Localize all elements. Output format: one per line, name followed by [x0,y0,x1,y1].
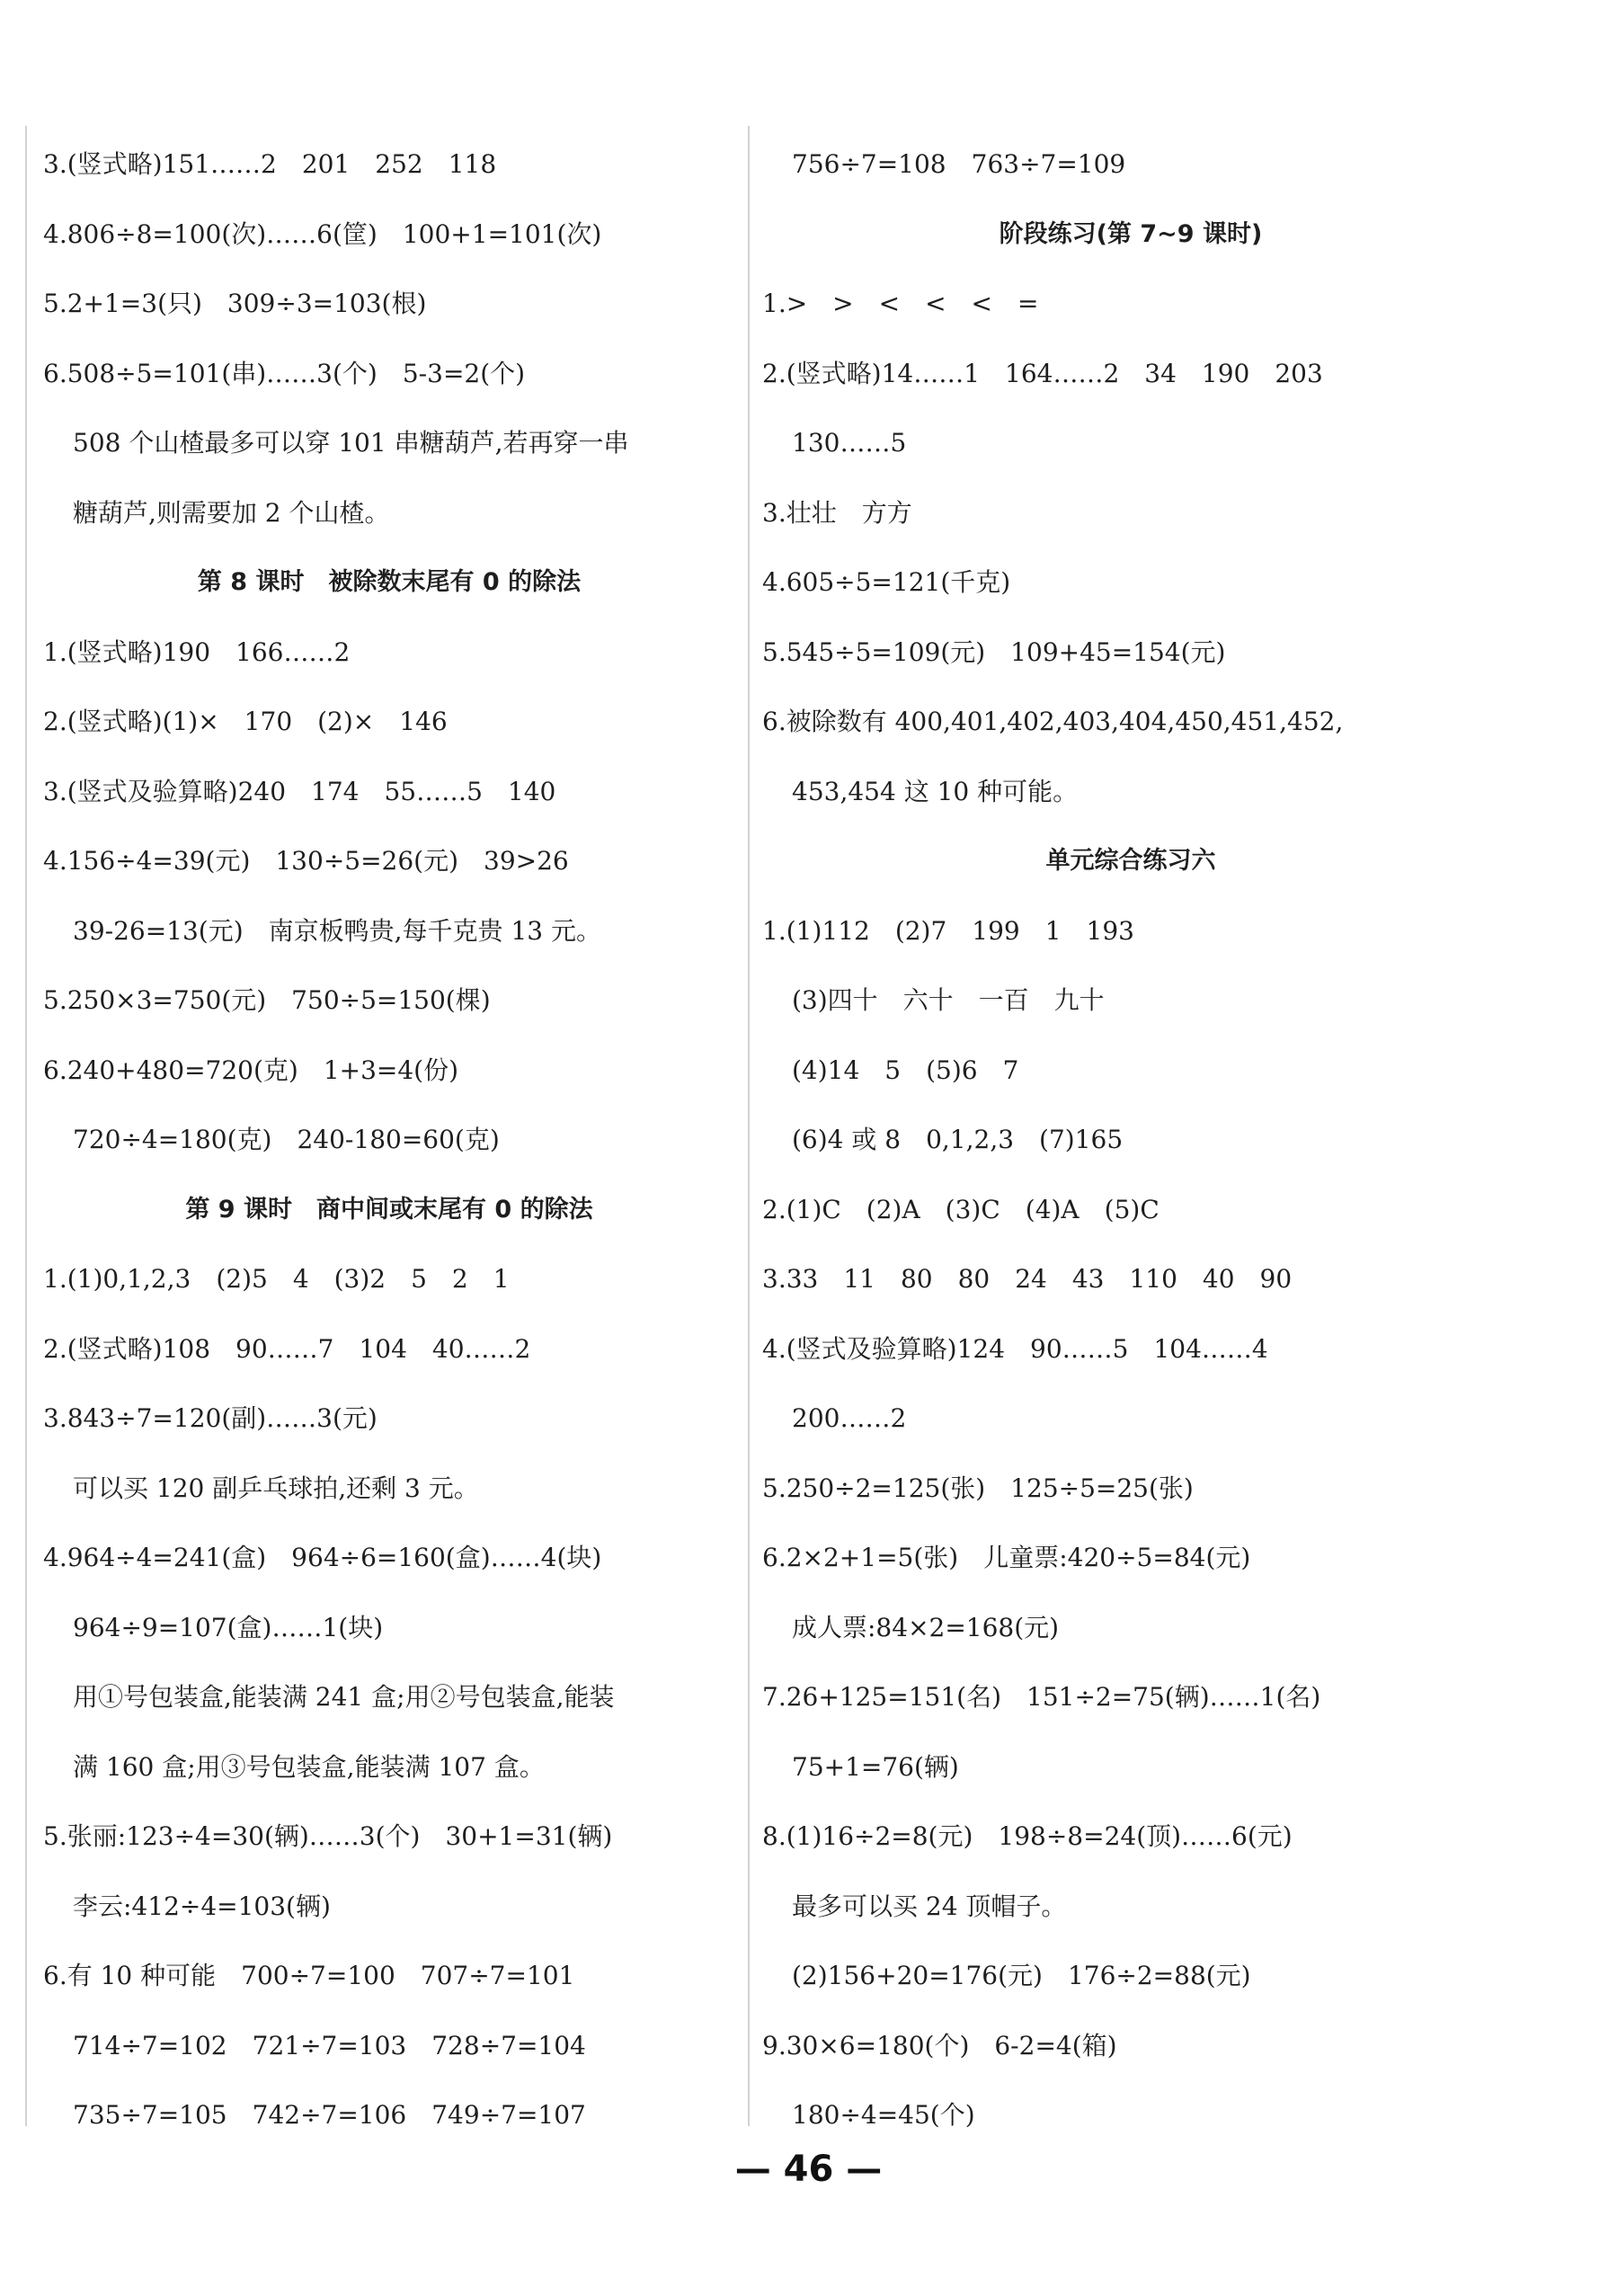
answer-item: 8.(1)16÷2=8(元) 198÷8=24(顶)……6(元) [762,1821,1293,1851]
answer-item: 6.2×2+1=5(张) 儿童票:420÷5=84(元) [762,1543,1251,1572]
answer-continuation: 李云:412÷4=103(辆) [73,1891,331,1921]
answer-item: 2.(竖式略)14……1 164……2 34 190 203 [762,358,1323,388]
answer-item: 3.壮壮 方方 [762,497,912,528]
answer-item: 5.250×3=750(元) 750÷5=150(棵) [43,985,491,1015]
answer-item: 5.545÷5=109(元) 109+45=154(元) [762,636,1226,667]
answer-continuation: 508 个山楂最多可以穿 101 串糖葫芦,若再穿一串 [73,428,629,458]
answer-continuation: 最多可以买 24 顶帽子。 [792,1891,1067,1921]
section-heading: 第 9 课时 商中间或末尾有 0 的除法 [185,1195,593,1224]
left-column [43,139,735,2160]
answer-continuation: (6)4 或 8 0,1,2,3 (7)165 [792,1125,1124,1154]
answer-item: 3.(竖式略)151……2 201 252 118 [43,149,497,179]
answer-continuation: 735÷7=105 742÷7=106 749÷7=107 [73,2100,586,2130]
answer-continuation: (2)156+20=176(元) 176÷2=88(元) [792,1961,1251,1990]
left-margin-rule [25,126,27,2126]
right-column [762,139,1499,2160]
answer-item: 5.2+1=3(只) 309÷3=103(根) [43,289,427,318]
answer-continuation: 糖葫芦,则需要加 2 个山楂。 [73,497,390,528]
answer-item: 4.(竖式及验算略)124 90……5 104……4 [762,1333,1268,1364]
answer-continuation: 用①号包装盒,能装满 241 盒;用②号包装盒,能装 [73,1682,615,1712]
answer-continuation: 720÷4=180(克) 240-180=60(克) [73,1125,500,1154]
answer-item: 3.(竖式及验算略)240 174 55……5 140 [43,776,556,806]
answer-item: 1.(竖式略)190 166……2 [43,636,351,667]
answer-item: 6.被除数有 400,401,402,403,404,450,451,452, [762,707,1344,736]
page-number: — 46 — [734,2149,883,2190]
answer-item: 5.张丽:123÷4=30(辆)……3(个) 30+1=31(辆) [43,1821,613,1851]
answer-continuation: 714÷7=102 721÷7=103 728÷7=104 [73,2030,586,2060]
answer-item: 1.(1)112 (2)7 199 1 193 [762,915,1134,946]
answer-continuation: 满 160 盒;用③号包装盒,能装满 107 盒。 [73,1751,545,1782]
answer-continuation: (3)四十 六十 一百 九十 [792,985,1105,1015]
answer-item: 2.(竖式略)108 90……7 104 40……2 [43,1333,531,1364]
answer-item: 3.843÷7=120(副)……3(元) [43,1403,378,1433]
answer-item: 4.156÷4=39(元) 130÷5=26(元) 39>26 [43,846,569,876]
answer-continuation: 39-26=13(元) 南京板鸭贵,每千克贵 13 元。 [73,915,601,946]
column-divider [748,126,750,2126]
answer-item: 4.806÷8=100(次)……6(筐) 100+1=101(次) [43,218,602,249]
answer-continuation: 成人票:84×2=168(元) [792,1612,1060,1642]
answer-continuation: 964÷9=107(盒)……1(块) [73,1612,384,1642]
answer-item: 4.964÷4=241(盒) 964÷6=160(盒)……4(块) [43,1543,602,1572]
section-heading: 第 8 课时 被除数末尾有 0 的除法 [197,568,582,596]
answer-item: 2.(1)C (2)A (3)C (4)A (5)C [762,1194,1159,1224]
section-heading: 单元综合练习六 [1045,847,1216,875]
answer-item: 2.(竖式略)(1)× 170 (2)× 146 [43,707,448,736]
section-heading: 阶段练习(第 7~9 课时) [999,219,1263,248]
answer-item: 5.250÷2=125(张) 125÷5=25(张) [762,1473,1194,1503]
answer-item: 6.508÷5=101(串)……3(个) 5-3=2(个) [43,358,526,388]
answer-continuation: 可以买 120 副乒乓球拍,还剩 3 元。 [73,1473,479,1503]
answer-item: 6.240+480=720(克) 1+3=4(份) [43,1055,459,1085]
answer-item: 3.33 11 80 80 24 43 110 40 90 [762,1264,1293,1294]
answer-continuation: 75+1=76(辆) [792,1751,959,1782]
answer-item: 4.605÷5=121(千克) [762,567,1011,597]
answer-continuation: 453,454 这 10 种可能。 [792,776,1079,806]
answer-item: 1.> > < < < = [762,289,1039,318]
answer-continuation: (4)14 5 (5)6 7 [792,1055,1019,1085]
answer-continuation: 200……2 [792,1403,907,1433]
answer-continuation: 130……5 [792,428,907,458]
answer-item: 1.(1)0,1,2,3 (2)5 4 (3)2 5 2 1 [43,1264,510,1294]
answer-item: 7.26+125=151(名) 151÷2=75(辆)……1(名) [762,1682,1321,1712]
answer-item: 6.有 10 种可能 700÷7=100 707÷7=101 [43,1961,575,1990]
answer-continuation: 180÷4=45(个) [792,2100,975,2130]
answer-continuation: 756÷7=108 763÷7=109 [792,149,1126,179]
answer-item: 9.30×6=180(个) 6-2=4(箱) [762,2030,1117,2060]
